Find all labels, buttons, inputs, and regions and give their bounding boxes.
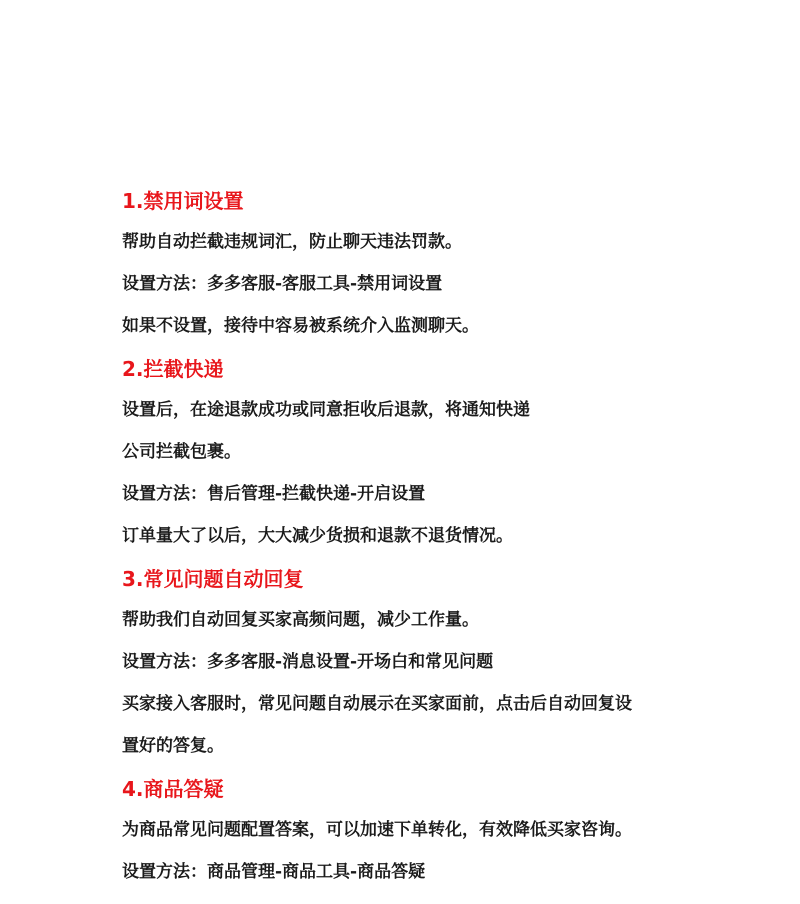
section-1-line-3: 如果不设置，接待中容易被系统介入监测聊天。 [122,316,479,336]
section-3-line-4: 置好的答复。 [122,736,224,756]
section-heading-2: 2.拦截快递 [122,357,224,381]
section-heading-4: 4.商品答疑 [122,777,224,801]
section-3-line-2: 设置方法：多多客服-消息设置-开场白和常见问题 [122,652,494,672]
section-2-line-4: 订单量大了以后，大大减少货损和退款不退货情况。 [122,526,513,546]
section-1-line-1: 帮助自动拦截违规词汇，防止聊天违法罚款。 [122,232,462,252]
section-1-line-2: 设置方法：多多客服-客服工具-禁用词设置 [122,274,443,294]
section-heading-1: 1.禁用词设置 [122,189,244,213]
section-4-line-1: 为商品常见问题配置答案，可以加速下单转化，有效降低买家咨询。 [122,820,632,840]
section-2-line-2: 公司拦截包裹。 [122,442,241,462]
section-3-line-3: 买家接入客服时，常见问题自动展示在买家面前，点击后自动回复设 [122,694,632,714]
section-2-line-1: 设置后，在途退款成功或同意拒收后退款，将通知快递 [122,400,530,420]
section-heading-3: 3.常见问题自动回复 [122,567,304,591]
section-2-line-3: 设置方法：售后管理-拦截快递-开启设置 [122,484,426,504]
section-3-line-1: 帮助我们自动回复买家高频问题，减少工作量。 [122,610,479,630]
section-4-line-2: 设置方法：商品管理-商品工具-商品答疑 [122,862,426,882]
